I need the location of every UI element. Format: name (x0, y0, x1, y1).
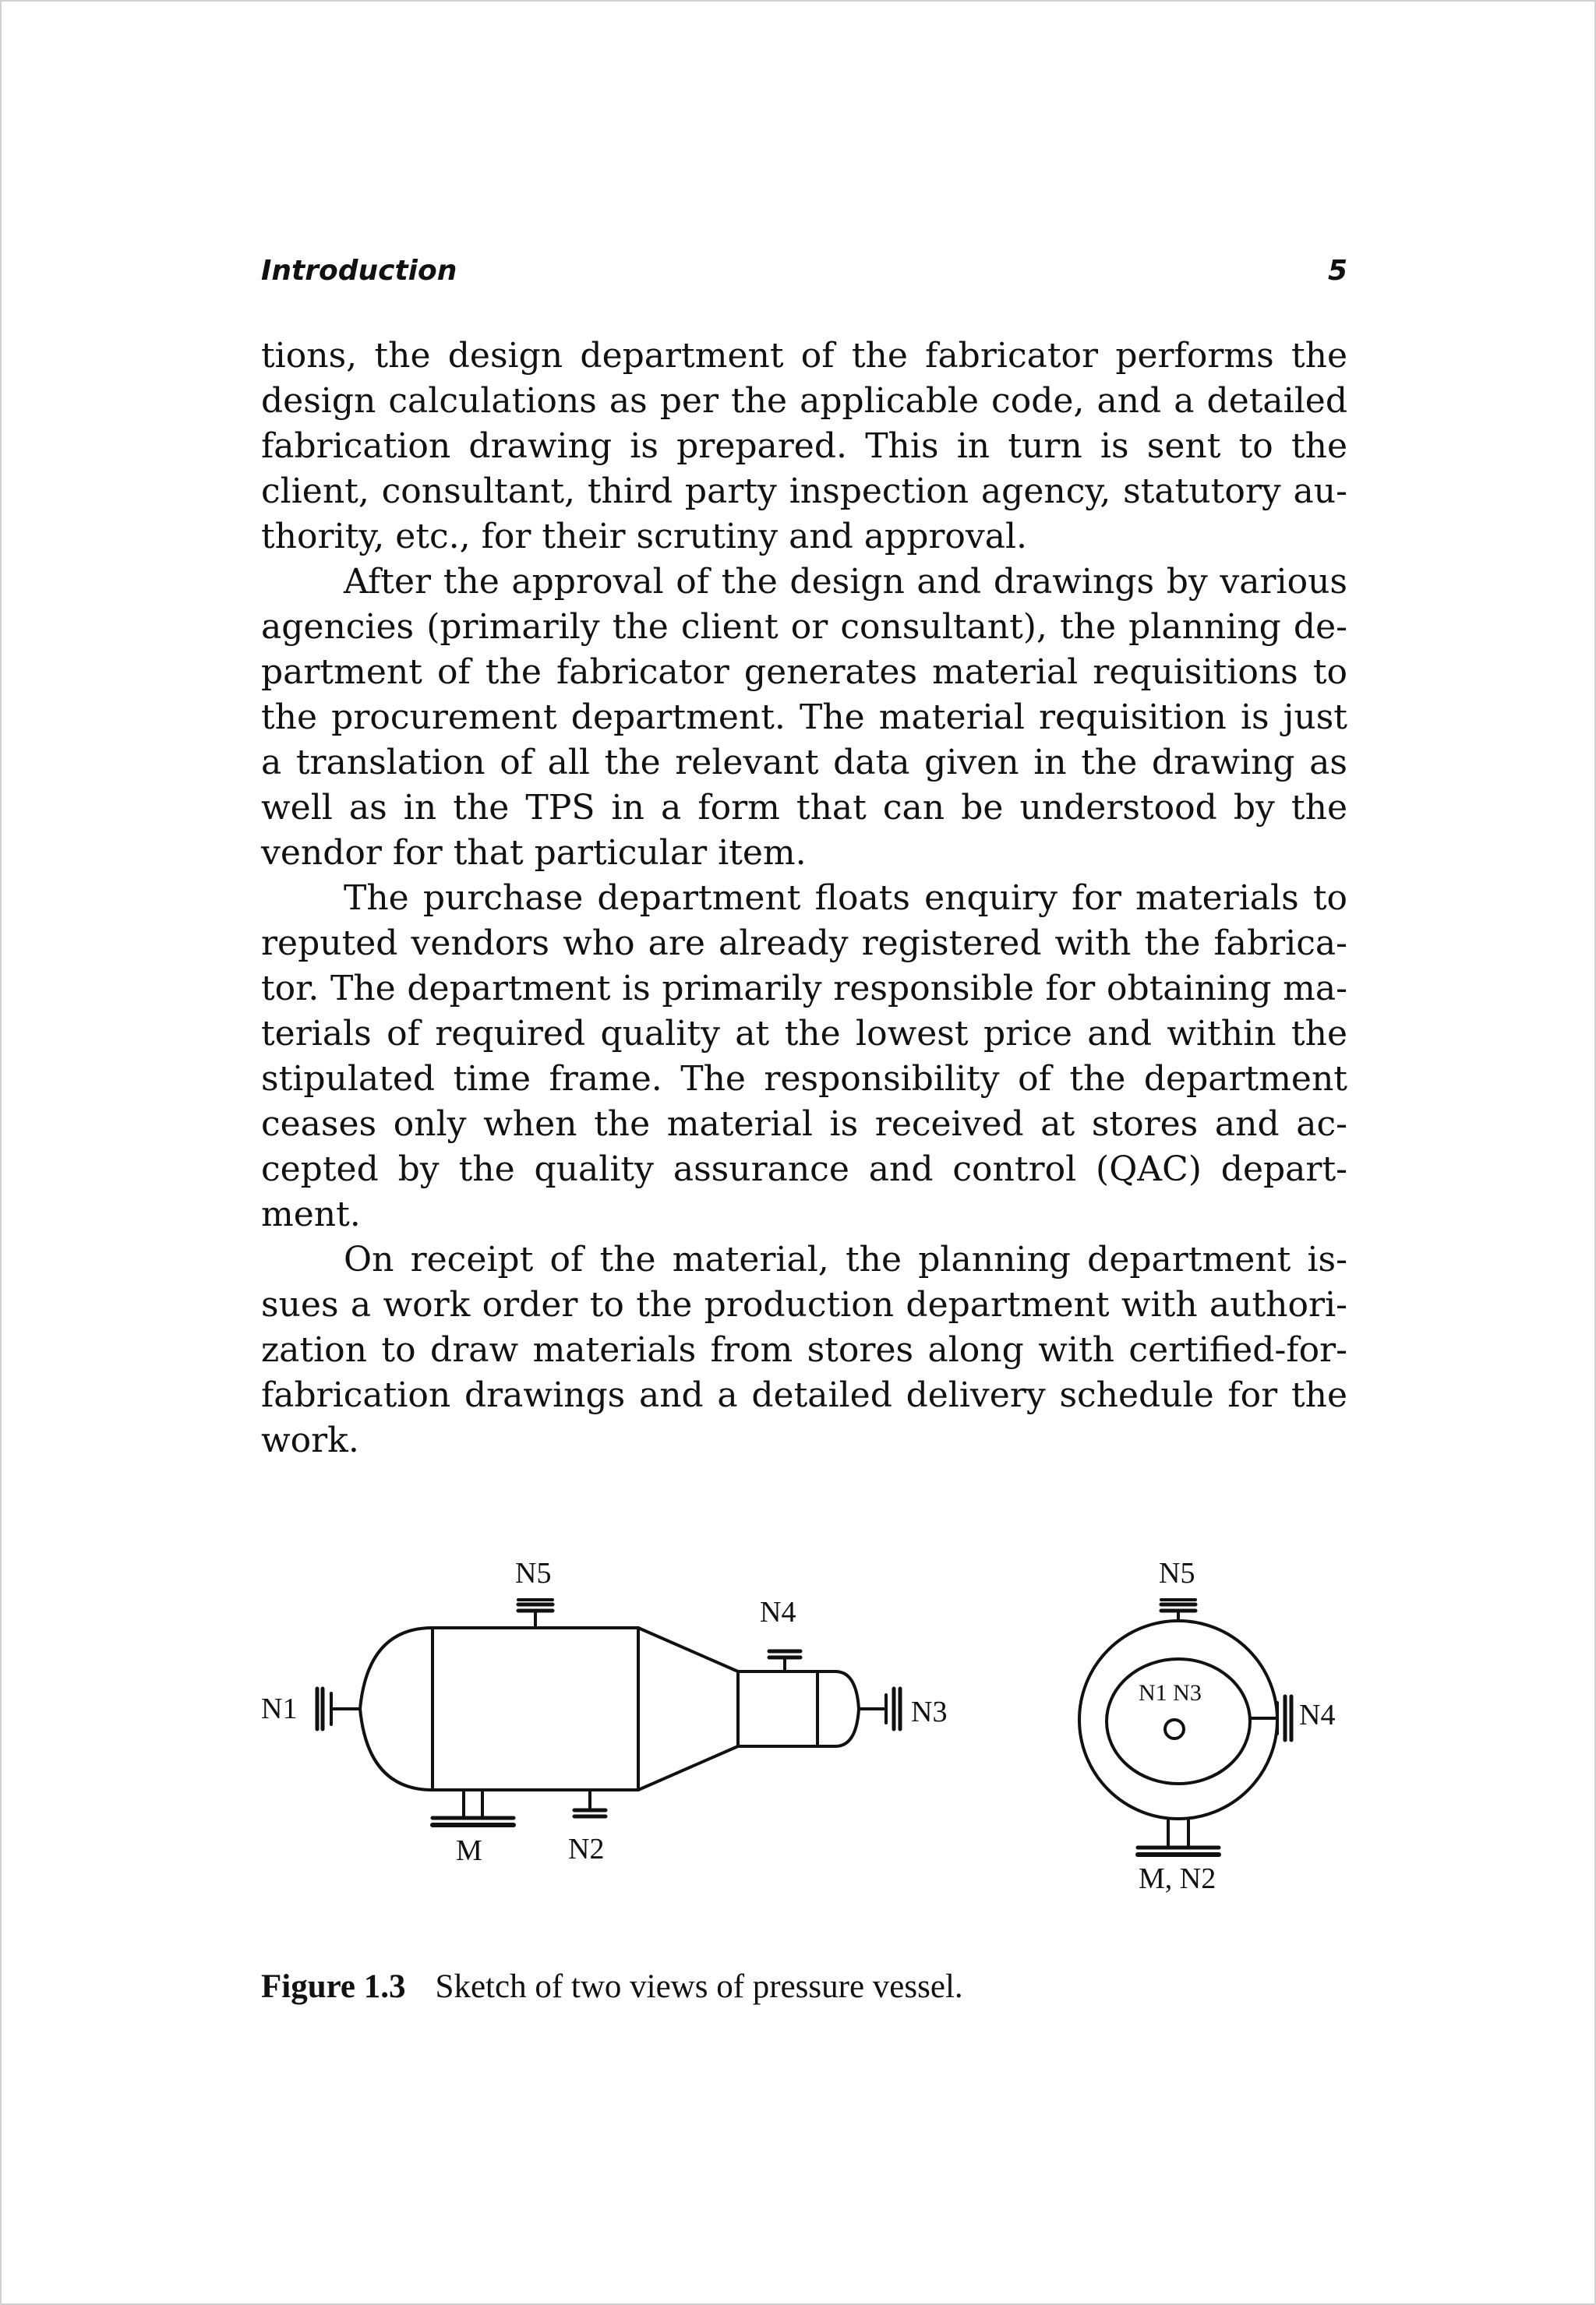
nozzle-n4-end (1250, 1696, 1291, 1740)
right-dished-head (835, 1671, 859, 1746)
cone-top-line (638, 1628, 738, 1671)
caption-text: Sketch of two views of pressure vessel. (435, 1968, 963, 2005)
paragraph-3: The purchase department floats enquiry for materials to reputed vendors who are already registered with the fabricator. The department is primarily responsible for obtaining materials of required quality at the lowest price and within the stipulated time frame. The responsibility of the department ceases only when the material is received at stores and accepted by the quality assurance and control (QAC) department. (261, 878, 1347, 1234)
label-n1: N1 (261, 1693, 298, 1725)
cone-bottom-line (638, 1746, 738, 1790)
manhole-m (433, 1790, 514, 1825)
label-n2: N2 (568, 1833, 605, 1866)
running-title: Introduction (261, 255, 457, 287)
label-n3: N3 (911, 1696, 948, 1728)
end-view (1079, 1600, 1291, 1855)
side-view (317, 1600, 900, 1825)
nozzle-n3 (859, 1689, 900, 1729)
label-n5-side: N5 (515, 1557, 552, 1590)
label-m: M (456, 1834, 482, 1867)
label-n5-end: N5 (1159, 1557, 1195, 1590)
paragraph-2: After the approval of the design and drawings by various agencies (primarily the client or consultant), the planning department of the fabricator generates material requisitions to the procurement department. The material requisition is just a translation of all the relevant data given in the drawing as well as in the TPS in a form that can be understood by the vendor for that particular item. (261, 562, 1347, 873)
body-text (261, 334, 1347, 1463)
left-dished-head (360, 1628, 433, 1790)
page-number: 5 (1327, 255, 1347, 287)
label-n1-n3: N1 N3 (1139, 1680, 1202, 1706)
nozzle-n5-end (1161, 1600, 1195, 1621)
end-view-nozzle-circle (1165, 1720, 1184, 1738)
paragraph-4: On receipt of the material, the planning department issues a work order to the production department with authorization to draw materials from stores along with certified-for-fabrication drawings and a detailed delivery schedule for the work. (261, 1240, 1347, 1460)
caption-number: Figure 1.3 (261, 1968, 406, 2005)
pressure-vessel-figure (255, 1548, 1361, 1922)
label-n4-side: N4 (760, 1596, 796, 1629)
nozzle-n5-side (518, 1600, 553, 1628)
nozzle-n2 (574, 1790, 606, 1816)
nozzle-n4-side (769, 1651, 800, 1671)
nozzle-n1 (317, 1689, 360, 1729)
label-n4-end: N4 (1299, 1699, 1336, 1731)
figure-caption (261, 1967, 1352, 2007)
manhole-n2-end (1138, 1819, 1219, 1855)
label-m-n2: M, N2 (1139, 1862, 1216, 1895)
paragraph-1: tions, the design department of the fabricator performs the design calculations as per the applicable code, and a detailed fabrication drawing is prepared. This in turn is sent to the client, consultant, third party inspection agency, statutory authority, etc., for their scrutiny and approval. (261, 336, 1347, 556)
